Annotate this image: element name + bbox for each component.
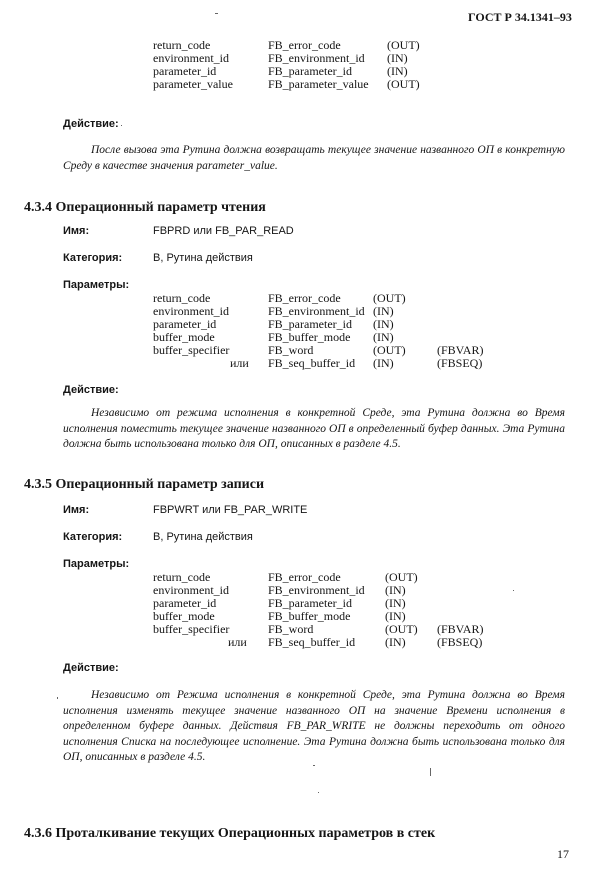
param-class: (FBVAR) bbox=[437, 622, 484, 636]
category-label: Категория: bbox=[63, 531, 123, 543]
param-dir: (IN) bbox=[385, 635, 406, 649]
name-label: Имя: bbox=[63, 504, 90, 516]
param-type: FB_word bbox=[268, 622, 314, 636]
action-text: После вызова эта Рутина должна возвращать текущее значение названного ОП в конкретную Среду в качестве значения parameter_value. bbox=[63, 144, 565, 172]
param-dir: (IN) bbox=[373, 317, 394, 331]
name-value: FBPWRT или FB_PAR_WRITE bbox=[153, 504, 308, 516]
category-value: B, Рутина действия bbox=[153, 252, 253, 264]
running-header: ГОСТ Р 34.1341–93 bbox=[468, 10, 572, 24]
param-dir: (OUT) bbox=[387, 38, 420, 52]
section-heading: 4.3.6 Проталкивание текущих Операционных параметров в стек bbox=[24, 826, 436, 841]
param-class: (FBSEQ) bbox=[437, 356, 483, 370]
param-type: FB_error_code bbox=[268, 570, 341, 584]
param-name: return_code bbox=[153, 38, 211, 52]
param-type: FB_seq_buffer_id bbox=[268, 356, 356, 370]
param-type: FB_word bbox=[268, 343, 314, 357]
action-label: Действие: bbox=[63, 118, 119, 130]
param-dir: (IN) bbox=[373, 304, 394, 318]
scan-speck bbox=[313, 765, 315, 766]
param-name: return_code bbox=[153, 570, 211, 584]
param-name: return_code bbox=[153, 291, 211, 305]
param-name: parameter_id bbox=[153, 64, 217, 78]
param-dir: (IN) bbox=[373, 330, 394, 344]
param-type: FB_environment_id bbox=[268, 304, 365, 318]
param-name: environment_id bbox=[153, 304, 229, 318]
param-dir: (IN) bbox=[387, 51, 408, 65]
scan-speck bbox=[57, 697, 58, 699]
name-label: Имя: bbox=[63, 225, 90, 237]
category-label: Категория: bbox=[63, 252, 123, 264]
section-heading: 4.3.5 Операционный параметр записи bbox=[24, 477, 265, 492]
page-number: 17 bbox=[557, 847, 569, 861]
param-dir: (IN) bbox=[385, 609, 406, 623]
action-label: Действие: bbox=[63, 662, 119, 674]
param-type: FB_environment_id bbox=[268, 583, 365, 597]
param-dir: (OUT) bbox=[373, 343, 406, 357]
param-name: buffer_mode bbox=[153, 330, 215, 344]
name-value: FBPRD или FB_PAR_READ bbox=[153, 225, 294, 237]
param-class: (FBVAR) bbox=[437, 343, 484, 357]
param-name: environment_id bbox=[153, 51, 229, 65]
param-name: buffer_specifier bbox=[153, 622, 230, 636]
scan-speck bbox=[430, 768, 431, 776]
param-type: FB_parameter_id bbox=[268, 64, 352, 78]
param-type: FB_buffer_mode bbox=[268, 330, 351, 344]
alt-or: или bbox=[230, 356, 249, 370]
param-type: FB_buffer_mode bbox=[268, 609, 351, 623]
param-type: FB_parameter_id bbox=[268, 596, 352, 610]
param-type: FB_parameter_id bbox=[268, 317, 352, 331]
param-dir: (OUT) bbox=[373, 291, 406, 305]
param-type: FB_environment_id bbox=[268, 51, 365, 65]
alt-or: или bbox=[228, 635, 247, 649]
param-name: environment_id bbox=[153, 583, 229, 597]
param-name: buffer_mode bbox=[153, 609, 215, 623]
param-dir: (OUT) bbox=[387, 77, 420, 91]
action-text: Независимо от Режима исполнения в конкретной Среде, эта Рутина должна во Время исполнения изменять текущее значение названного ОП на значение Времени исполнения в определенном буфере данных. Действия FB_PAR_WRITE не должны переходить от одного исполнения Списка на последующее исполнение. Эта Рутина должна быть использована только для ОП, описанных в разделе 4.5. bbox=[63, 689, 565, 763]
param-type: FB_seq_buffer_id bbox=[268, 635, 356, 649]
param-dir: (IN) bbox=[387, 64, 408, 78]
scan-speck bbox=[215, 13, 218, 14]
param-type: FB_parameter_value bbox=[268, 77, 369, 91]
param-name: parameter_id bbox=[153, 317, 217, 331]
scan-speck bbox=[513, 590, 514, 591]
param-dir: (IN) bbox=[373, 356, 394, 370]
param-dir: (OUT) bbox=[385, 570, 418, 584]
action-text: Независимо от режима исполнения в конкретной Среде, эта Рутина должна во Время исполнения поместить текущее значение названного ОП в определенный буфер данных. Эта Рутина должна быть использована только для ОП, описанных в разделе 4.5. bbox=[63, 407, 565, 450]
param-type: FB_error_code bbox=[268, 291, 341, 305]
param-dir: (OUT) bbox=[385, 622, 418, 636]
category-value: B, Рутина действия bbox=[153, 531, 253, 543]
params-label: Параметры: bbox=[63, 279, 130, 291]
param-dir: (IN) bbox=[385, 596, 406, 610]
section-heading: 4.3.4 Операционный параметр чтения bbox=[24, 200, 266, 215]
action-label: Действие: bbox=[63, 384, 119, 396]
scan-speck bbox=[121, 125, 122, 126]
param-name: parameter_value bbox=[153, 77, 233, 91]
params-label: Параметры: bbox=[63, 558, 130, 570]
scan-speck bbox=[318, 792, 319, 793]
param-class: (FBSEQ) bbox=[437, 635, 483, 649]
param-name: buffer_specifier bbox=[153, 343, 230, 357]
param-dir: (IN) bbox=[385, 583, 406, 597]
param-type: FB_error_code bbox=[268, 38, 341, 52]
param-name: parameter_id bbox=[153, 596, 217, 610]
